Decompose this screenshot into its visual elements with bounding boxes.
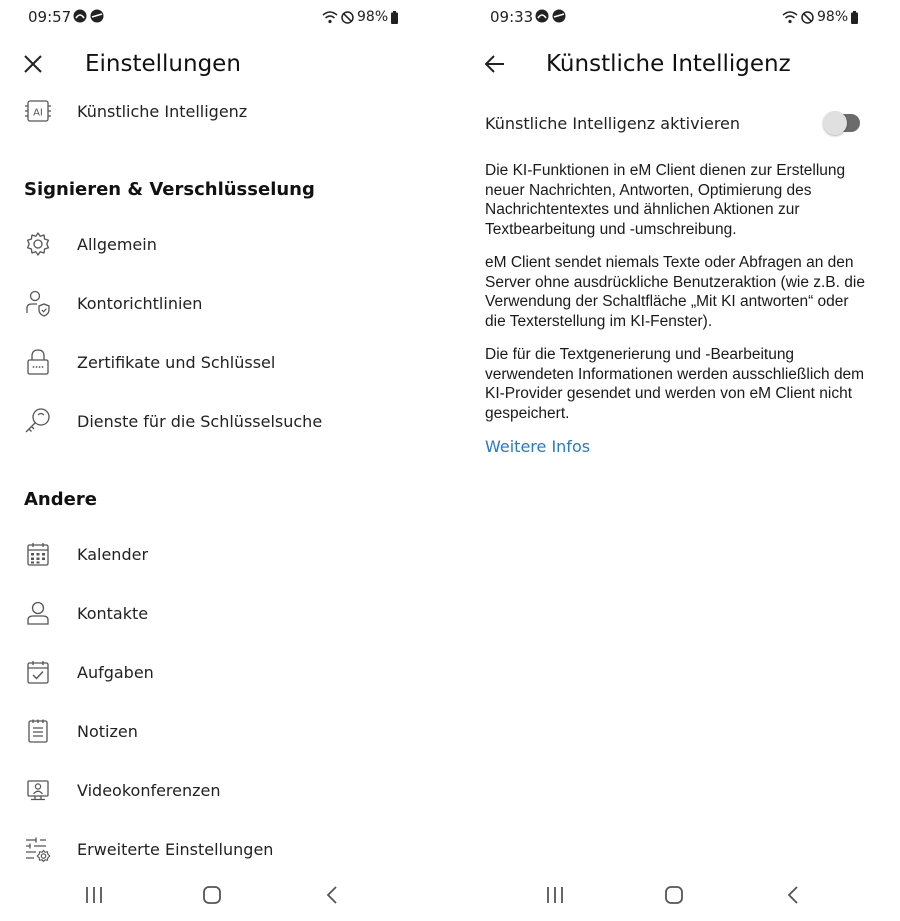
close-icon [24, 55, 42, 73]
system-nav-bar [0, 865, 455, 921]
settings-item-label: Notizen [77, 721, 138, 741]
settings-item-key-lookup[interactable] [0, 401, 455, 441]
wifi-icon [322, 11, 338, 24]
settings-item-label: Künstliche Intelligenz [77, 101, 248, 121]
settings-item-tasks[interactable] [0, 652, 455, 692]
back-button[interactable] [479, 48, 511, 80]
wifi-icon [782, 11, 798, 24]
battery-icon [851, 11, 858, 24]
ai-enable-switch[interactable] [824, 114, 860, 132]
home-icon [664, 885, 684, 905]
back-nav-button[interactable] [312, 883, 352, 907]
app-notification-icon [535, 9, 549, 23]
battery-percent: 98% [817, 9, 849, 25]
status-time: 09:57 [28, 8, 72, 26]
recent-apps-icon [545, 886, 565, 904]
section-header-signing: Signieren & Verschlüsselung [24, 179, 315, 200]
settings-item-contacts[interactable] [0, 593, 455, 633]
lock-icon [24, 348, 52, 376]
info-paragraph-2: eM Client sendet niemals Texte oder Abfragen an den Server ohne ausdrückliche Benutzeraktion (wie z.B. die Verwendung der Schaltfläche „Mit KI antworten“ oder die Texterstellung im KI-Fenster). [485, 254, 865, 330]
ai-settings-screen [462, 0, 900, 921]
info-paragraph-3: Die für die Textgenerierung und -Bearbeitung verwendeten Informationen werden ausschließlich dem KI-Provider gesendet und werden von eM Client nicht gespeichert. [485, 346, 865, 422]
settings-item-general[interactable] [0, 224, 455, 264]
notes-icon [24, 717, 52, 745]
settings-item-label: Kontorichtlinien [77, 293, 203, 313]
battery-percent: 98% [357, 9, 389, 25]
close-button[interactable] [17, 48, 49, 80]
ai-enable-label: Künstliche Intelligenz aktivieren [485, 114, 741, 133]
back-nav-icon [787, 886, 799, 904]
home-button[interactable] [654, 883, 694, 907]
calendar-icon [24, 540, 52, 568]
back-nav-icon [326, 886, 338, 904]
arrow-left-icon [485, 55, 505, 73]
notification-icons [535, 9, 566, 23]
key-search-icon [24, 407, 52, 435]
status-bar [0, 0, 455, 34]
do-not-disturb-icon [801, 11, 814, 24]
settings-item-calendar[interactable] [0, 534, 455, 574]
info-paragraph-1: Die KI-Funktionen in eM Client dienen zur Erstellung neuer Nachrichten, Antworten, Optimierung des Nachrichtentextes und ähnlichen Aktionen zur Textbearbeitung und -umschreibung. [485, 162, 846, 238]
page-title: Künstliche Intelligenz [546, 51, 791, 77]
gear-icon [24, 230, 52, 258]
settings-item-label: Aufgaben [77, 662, 154, 682]
section-header-other: Andere [24, 489, 97, 510]
ai-enable-row[interactable] [485, 108, 870, 138]
task-check-icon [24, 658, 52, 686]
settings-item-label: Kontakte [77, 603, 149, 623]
home-button[interactable] [192, 883, 232, 907]
settings-item-label: Erweiterte Einstellungen [77, 839, 274, 859]
system-nav-bar [462, 865, 900, 921]
status-time: 09:33 [490, 8, 534, 26]
svg-text:AI: AI [33, 107, 43, 119]
notification-icons [73, 9, 104, 23]
app-notification-icon-2 [552, 9, 566, 23]
switch-knob [823, 111, 847, 135]
video-conference-icon [24, 776, 52, 804]
ai-chip-icon [24, 97, 52, 125]
settings-item-notes[interactable] [0, 711, 455, 751]
app-notification-icon-2 [90, 9, 104, 23]
settings-item-label: Zertifikate und Schlüssel [77, 352, 276, 372]
page-title: Einstellungen [85, 51, 241, 77]
sliders-gear-icon [24, 835, 52, 863]
settings-item-video-conferences[interactable] [0, 770, 455, 810]
settings-item-account-policies[interactable] [0, 283, 455, 323]
system-status-icons [322, 9, 398, 25]
settings-item-label: Kalender [77, 544, 149, 564]
settings-item-certificates[interactable] [0, 342, 455, 382]
recent-apps-icon [84, 886, 104, 904]
settings-item-label: Videokonferenzen [77, 780, 221, 800]
more-info-link[interactable]: Weitere Infos [485, 437, 591, 456]
person-icon [24, 599, 52, 627]
battery-icon [391, 11, 398, 24]
settings-item-advanced[interactable] [0, 829, 455, 869]
settings-item-label: Dienste für die Schlüsselsuche [77, 411, 323, 431]
do-not-disturb-icon [341, 11, 354, 24]
app-notification-icon [73, 9, 87, 23]
system-status-icons [782, 9, 858, 25]
home-icon [202, 885, 222, 905]
user-shield-icon [24, 289, 52, 317]
recent-apps-button[interactable] [535, 883, 575, 907]
back-nav-button[interactable] [773, 883, 813, 907]
recent-apps-button[interactable] [74, 883, 114, 907]
status-bar [462, 0, 900, 34]
settings-item-label: Allgemein [77, 234, 157, 254]
settings-item-ai[interactable] [0, 91, 455, 131]
